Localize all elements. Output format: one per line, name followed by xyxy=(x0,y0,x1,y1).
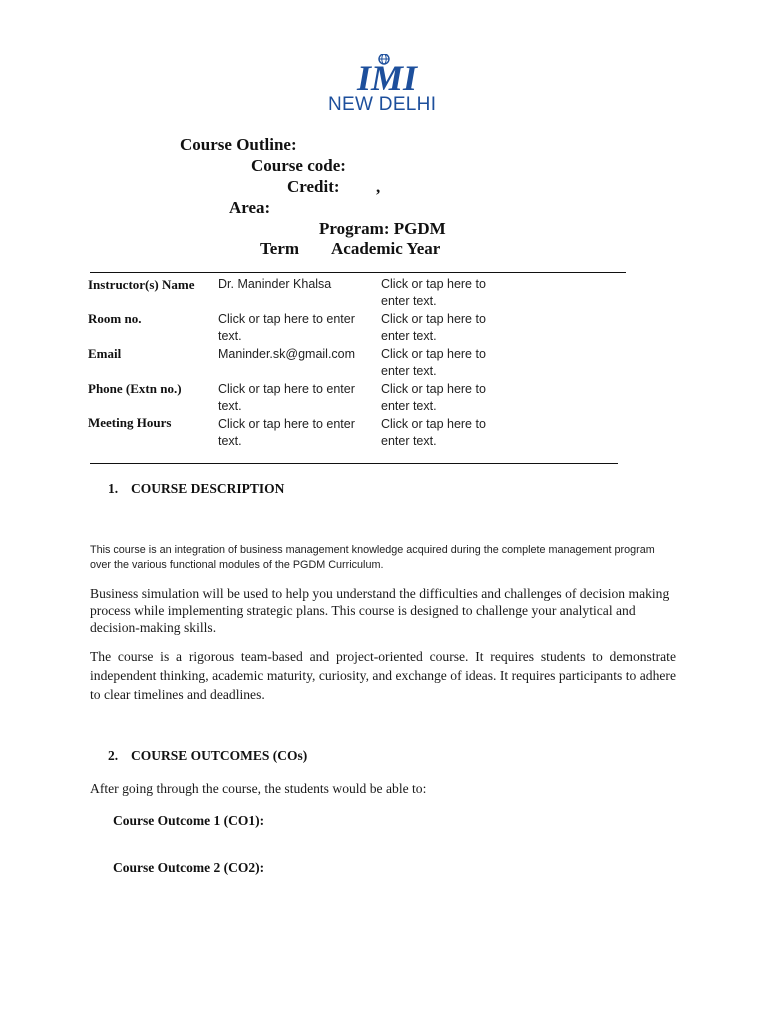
instructor-name-label: Instructor(s) Name xyxy=(88,277,195,292)
logo-mark-text: IMI xyxy=(356,58,418,94)
meeting-hours-extra-field[interactable]: Click or tap here to enter text. xyxy=(381,417,486,448)
academic-year-label: Academic Year xyxy=(331,239,441,258)
program-label: Program: PGDM xyxy=(319,219,446,238)
course-outcome-2: Course Outcome 2 (CO2): xyxy=(113,860,265,875)
top-divider xyxy=(90,272,626,273)
term-label: Term xyxy=(260,239,300,258)
phone-label: Phone (Extn no.) xyxy=(88,381,182,396)
email-label: Email xyxy=(88,346,122,361)
section2-intro: After going through the course, the students would be able to: xyxy=(90,781,427,796)
room-extra-field[interactable]: Click or tap here to enter text. xyxy=(381,312,486,343)
section1-paragraph2: The course is a rigorous team-based and project-oriented course. It requires students to demonstrate independent thinking, academic maturity, curiosity, and exchange of ideas. It requires participants to adhere to clear timelines and deadlines. xyxy=(90,649,676,702)
email-value[interactable]: Maninder.sk@gmail.com xyxy=(218,347,356,361)
section1-heading: COURSE DESCRIPTION xyxy=(131,481,285,496)
meeting-hours-label: Meeting Hours xyxy=(88,415,172,430)
room-label: Room no. xyxy=(88,311,142,326)
course-outline-label: Course Outline: xyxy=(180,135,297,154)
course-outcome-1: Course Outcome 1 (CO1): xyxy=(113,813,265,828)
phone-value-field[interactable]: Click or tap here to enter text. xyxy=(218,382,355,413)
credit-label: Credit: xyxy=(287,177,340,196)
phone-extra-field[interactable]: Click or tap here to enter text. xyxy=(381,382,486,413)
meeting-hours-value-field[interactable]: Click or tap here to enter text. xyxy=(218,417,355,448)
instructor-name-value[interactable]: Dr. Maninder Khalsa xyxy=(218,277,332,291)
instructor-extra-field[interactable]: Click or tap here to enter text. xyxy=(381,277,486,308)
section1-paragraph1: Business simulation will be used to help you understand the difficulties and challenges of decision making process while implementing strategic plans. This course is designed to challenge your analytical and decision-making skills. xyxy=(90,586,670,635)
course-code-label: Course code: xyxy=(251,156,346,175)
area-label: Area: xyxy=(229,198,271,217)
imi-logo-mark xyxy=(352,54,422,94)
room-value-field[interactable]: Click or tap here to enter text. xyxy=(218,312,355,343)
email-extra-field[interactable]: Click or tap here to enter text. xyxy=(381,347,486,378)
logo-subtitle: NEW DELHI xyxy=(328,94,437,115)
bottom-divider xyxy=(90,463,618,464)
section1-number: 1. xyxy=(108,481,119,496)
section2-heading: COURSE OUTCOMES (COs) xyxy=(131,748,308,763)
credit-separator: , xyxy=(376,177,381,196)
section1-intro: This course is an integration of business management knowledge acquired during the complete management program over the various functional modules of the PGDM Curriculum. xyxy=(90,544,655,571)
section2-number: 2. xyxy=(108,748,119,763)
imi-logo xyxy=(352,54,422,94)
